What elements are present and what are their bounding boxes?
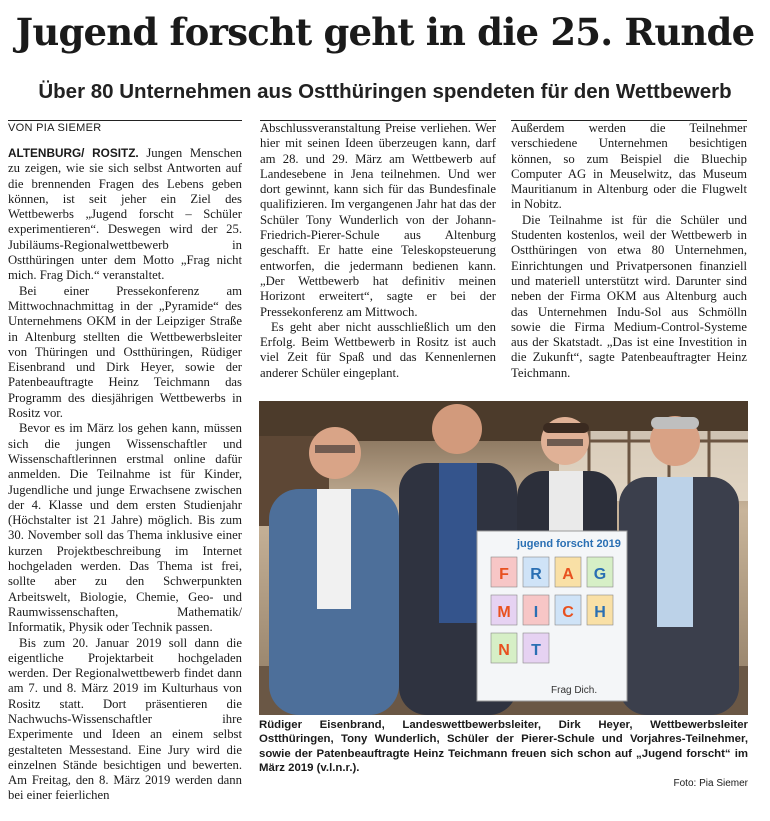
poster-letter: F	[499, 566, 509, 583]
poster-letter: T	[531, 642, 541, 659]
poster-brand: jugend forscht 2019	[517, 538, 621, 550]
article-column-2	[260, 121, 496, 391]
poster	[477, 531, 627, 701]
poster-letter: M	[497, 604, 511, 621]
body-paragraph: Bis zum 20. Januar 2019 soll dann die eigentliche Projektarbeit hochgeladen werden. Der Regionalwettbewerb findet dann am 7. und 8. März 2019 im Kulturhaus von Rositz statt. Dort präsentieren die Nachwuchs-Wissenschaftler ihre Experimente und Ideen an einem selbst gestalteten Messestand. Eine Jury wird die einzelnen Stände besichtigen und bewerten. Am Freitag, den 8. März 2019 werden dann bei einer feierlichen	[8, 635, 242, 803]
article-column-3	[511, 121, 747, 391]
body-paragraph: Abschlussveranstaltung Preise verliehen. Wer hier mit seinen Ideen überzeugen kann, darf am 28. und 29. März am Wettbewerb auf Landesebene in Jena teilnehmen. Und wer dort gewinnt, kann sich für das Bundesfinale qualifizieren. Im vergangenen Jahr hat das der Schüler Tony Wunderlich von der Johann-Friedrich-Pierer-Schule aus Altenburg geschafft. Er hatte eine Teleskopsteuerung entworfen, die jedermann bedienen kann. „Der Wettbewerb hat definitiv meinen Horizont erweitert“, sagte er bei der Pressekonferenz am Mittwoch.	[260, 121, 496, 319]
subtitle: Über 80 Unternehmen aus Ostthüringen spendeten für den Wettbewerb	[38, 80, 732, 103]
body-paragraph: Es geht aber nicht ausschließlich um den Erfolg. Beim Wettbewerb in Rositz ist auch viel Zeit für Spaß und das Kennenlernen anderer Schüler eingeplant.	[260, 319, 496, 380]
lead-paragraph	[8, 146, 242, 284]
photo-illustration	[259, 401, 748, 715]
poster-letter: A	[562, 566, 574, 583]
body-paragraph: Bei einer Pressekonferenz am Mittwochnachmittag in der „Pyramide“ des Unternehmens OKM in der Leipziger Straße in Altenburg stellten die Wettbewerbsleiter von Thüringen und Ostthüringen, Rüdiger Eisenbrand und Dirk Heyer, sowie der Patenbeauftragte Heinz Teichmann das Programm des diesjährigen Wettbewerbs in Rositz vor.	[8, 283, 242, 421]
poster-letter: R	[530, 566, 542, 583]
byline: VON PIA SIEMER	[8, 122, 102, 134]
paragraph-text: Jungen Menschen zu zeigen, wie sie sich selbst Antworten auf die brennenden Fragen des Lebens geben können, ist seit jeher ein Ziel des Wettbewerbs „Jugend forscht – Schüler experimentieren“. Deswegen wird der 25. Jubiläums-Regionalwettbewerb in Ostthüringen unter dem Motto „Frag nicht mich. Frag Dich.“ veranstaltet.	[8, 146, 242, 283]
poster-letter: N	[498, 642, 510, 659]
headline: Jugend forscht geht in die 25. Runde	[15, 10, 755, 54]
body-paragraph: Bevor es im März los gehen kann, müssen sich die jungen Wissenschaftler und Wissenschaftlerinnen erstmal online dafür anmelden. Die Teilnahme ist für Kinder, Jugendliche und junge Erwachsene zwischen der 4. Klasse und dem ersten Studienjahr (Höchstalter ist 21 Jahre) möglich. Bis zum 30. November soll das Thema inklusive einer kurzen Projektbeschreibung im Internet hochgeladen werden. Das Thema ist frei, sollte aber zu den Schwerpunkten Arbeitswelt, Biologie, Chemie, Geo- und Raumwissenschaften, Mathematik/ Informatik, Physik oder Technik passen.	[8, 421, 242, 635]
photo-credit: Foto: Pia Siemer	[673, 778, 748, 789]
poster-slogan: Frag Dich.	[551, 685, 598, 696]
poster-letter: G	[593, 566, 607, 583]
dateline: ALTENBURG/ ROSITZ.	[8, 146, 139, 160]
body-paragraph: Außerdem werden die Teilnehmer verschiedene Unternehmen besichtigen können, so zum Beispiel die Bluechip Computer AG in Meuselwitz, das Museum Mauritianum in Altenburg oder die Flugwelt in Nobitz.	[511, 121, 747, 212]
poster-letter: I	[533, 604, 539, 621]
group-photo	[259, 401, 748, 715]
body-paragraph: Die Teilnahme ist für die Schüler und Studenten kostenlos, weil der Wettbewerb in Ostthüringen von etwa 80 Unternehmen, Einrichtungen und Privatpersonen finanziell und materiell unterstützt wird. Darunter sind neben der Firma OKM aus Altenburg auch das Unternehmen Indu-Sol aus Schmölln sowie die Firma Medium-Control-Systeme aus der Skatstadt. „Das ist eine Investition in die Zukunft“, sagte Patenbeauftragter Heinz Teichmann.	[511, 212, 747, 380]
photo-caption: Rüdiger Eisenbrand, Landeswettbewerbsleiter, Dirk Heyer, Wettbewerbsleiter Ostthüringen, Tony Wunderlich, Schüler der Pierer-Schule und Vorjahres-Teilnehmer, sowie der Patenbeauftragte Heinz Teichmann freuen sich schon auf „Jugend forscht“ im März 2019 (v.l.n.r.).	[259, 719, 748, 775]
article-column-1	[8, 146, 242, 811]
poster-letter: C	[562, 604, 574, 621]
poster-letter: H	[594, 604, 606, 621]
